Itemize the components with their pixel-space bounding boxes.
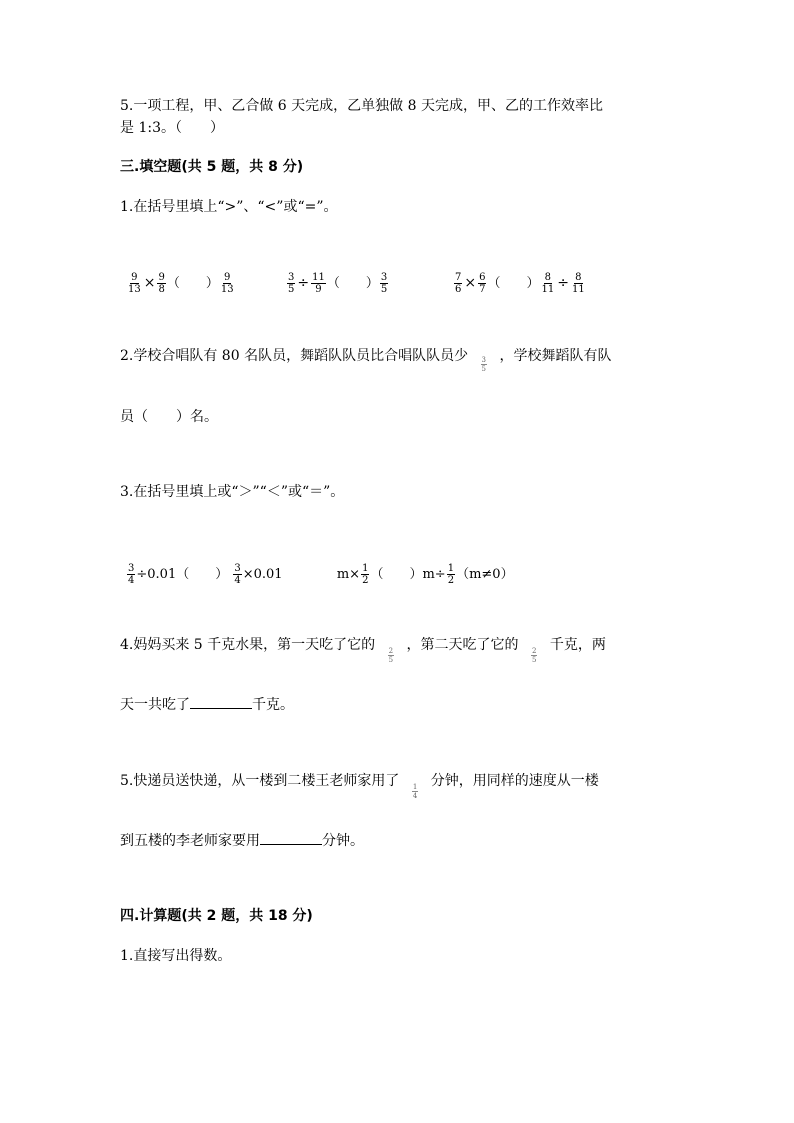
fraction: $\frac{3}{4}$: [234, 563, 241, 586]
fraction: $\frac{1}{2}$: [447, 563, 455, 586]
fraction: $\frac{7}{6}$: [455, 272, 462, 295]
fill-q5-line1: 5.快递员送快递，从一楼到二楼王老师家用了 $\frac{1}{4}$ 分钟，用同样的速度从一楼: [120, 773, 599, 800]
answer-paren: （ ）: [326, 276, 379, 291]
fill-q4-line1: 4.妈妈买来 5 千克水果，第一天吃了它的 $\frac{2}{5}$ ，第二天吃了它的 $\frac{2}{5}$ 千克，两: [120, 637, 606, 664]
fill-q2-line1: 2.学校合唱队有 80 名队员，舞蹈队队员比合唱队队员少 $\frac{3}{5}$ ，学校舞蹈队有队: [120, 348, 612, 373]
section4-heading: 四.计算题(共 2 题，共 18 分): [120, 908, 313, 924]
calc-q1-text: 1.直接写出得数。: [120, 948, 232, 964]
fill-q5-line2: 到五楼的李老师家要用 分钟。: [120, 830, 364, 851]
fraction: $\frac{1}{4}$: [412, 782, 418, 800]
fill-q1-text: 1.在括号里填上“>”、“<”或“=”。: [120, 199, 338, 215]
fill-q3-exprs: $\frac{3}{4}$ ÷0.01（ ） $\frac{3}{4}$ ×0.01 m× $\frac{1}{2}$ （ ）m÷ $\frac{1}{2}$ （m≠0）: [128, 563, 514, 586]
fraction: $\frac{2}{5}$: [532, 646, 537, 664]
fraction: $\frac{3}{5}$: [288, 272, 295, 295]
answer-paren: （ ）: [166, 276, 219, 291]
answer-blank[interactable]: [190, 694, 252, 709]
fraction: $\frac{1}{2}$: [362, 563, 369, 586]
fraction: $\frac{9}{13}$: [220, 272, 234, 295]
fraction: $\frac{3}{5}$: [481, 355, 486, 373]
fraction: $\frac{6}{7}$: [479, 272, 486, 295]
fraction: $\frac{2}{5}$: [388, 646, 394, 664]
fraction: $\frac{9}{13}$: [128, 272, 141, 295]
fill-q4-line2: 天一共吃了 千克。: [120, 694, 294, 715]
fraction: $\frac{9}{8}$: [158, 272, 165, 295]
answer-blank[interactable]: [260, 830, 322, 845]
fill-q1-expr-2: $\frac{3}{5}$ ÷ $\frac{11}{9}$ （ ） $\frac{3}{5}$: [288, 272, 388, 295]
fill-q1-expr-3: $\frac{7}{6}$ × $\frac{6}{7}$ （ ） $\frac{8}{11}$ ÷ $\frac{8}{11}$: [455, 272, 585, 295]
fill-q1-expr-1: $\frac{9}{13}$ × $\frac{9}{8}$ （ ） $\frac{9}{13}$: [128, 272, 234, 295]
judge-q5-line2: 是 1:3。（ ）: [120, 120, 224, 136]
section3-heading: 三.填空题(共 5 题，共 8 分): [120, 159, 304, 175]
fill-q3-text: 3.在括号里填上或“＞”“＜”或“＝”。: [120, 484, 345, 500]
fraction: $\frac{8}{11}$: [571, 272, 585, 295]
fraction: $\frac{11}{9}$: [312, 272, 325, 295]
fill-q2-line2: 员（ ）名。: [120, 409, 218, 425]
fraction: $\frac{8}{11}$: [541, 272, 555, 295]
answer-paren: （ ）: [487, 276, 540, 291]
fraction: $\frac{3}{5}$: [380, 272, 388, 295]
judge-q5-line1: 5.一项工程，甲、乙合做 6 天完成，乙单独做 8 天完成，甲、乙的工作效率比: [120, 98, 603, 114]
fraction: $\frac{3}{4}$: [128, 563, 135, 586]
